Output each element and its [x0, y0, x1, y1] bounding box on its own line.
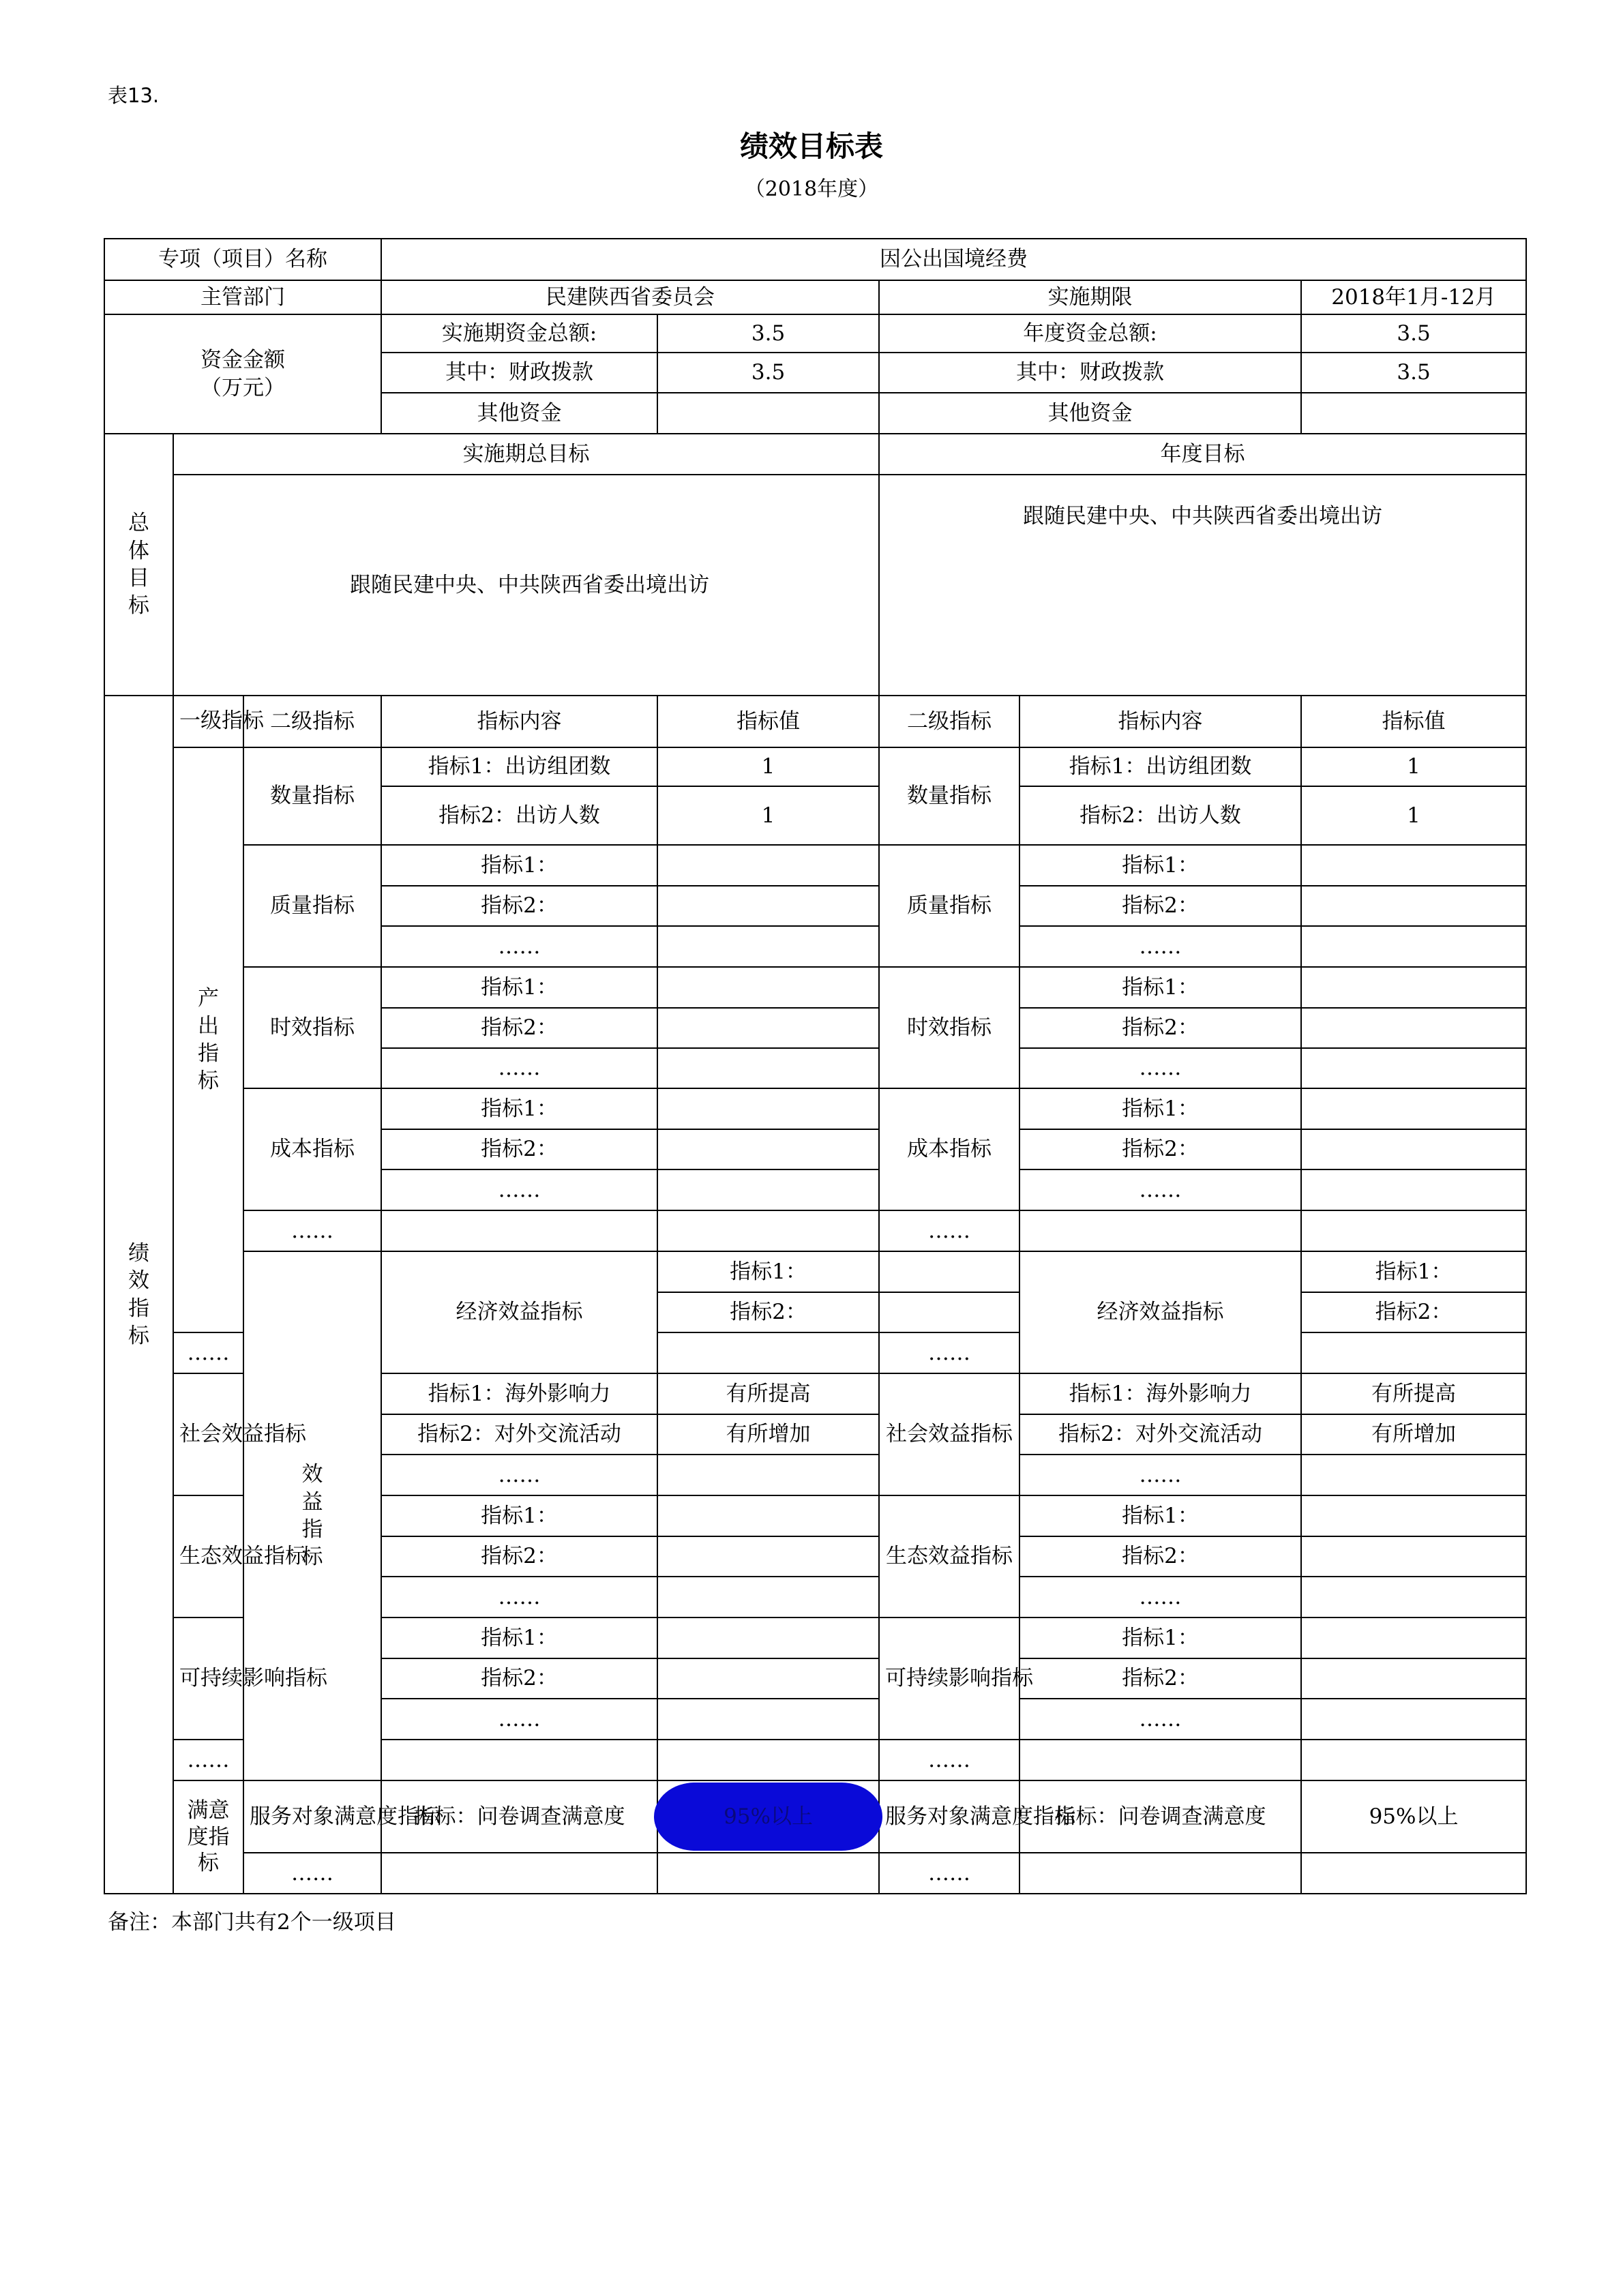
annual-indicator-content — [1019, 1210, 1301, 1251]
annual-indicator-content — [1019, 1740, 1301, 1780]
value-header: 指标值 — [657, 696, 879, 747]
indicator-value — [879, 1292, 1019, 1332]
annual-indicator-value: 95%以上 — [1301, 1780, 1526, 1853]
sustainable-indicator: 可持续影响指标 — [173, 1617, 243, 1740]
indicator-value — [657, 926, 879, 967]
table-number: 表13. — [108, 84, 160, 107]
quality-indicator: 质量指标 — [243, 845, 381, 967]
indicator-value — [657, 1169, 879, 1210]
annual-ecological-indicator: 生态效益指标 — [879, 1495, 1019, 1617]
benefit-other-indicator: …… — [173, 1740, 243, 1780]
project-name-label: 专项（项目）名称 — [104, 239, 381, 280]
annual-indicator-value — [1301, 1495, 1526, 1536]
indicator-content: 指标2：对外交流活动 — [381, 1414, 657, 1455]
indicator-content: …… — [381, 1699, 657, 1740]
annual-indicator-content: 指标2：出访人数 — [1019, 786, 1301, 845]
indicator-value — [657, 1577, 879, 1617]
funds-label: 资金金额 （万元） — [104, 314, 381, 434]
annual-indicator-content: 指标2： — [1019, 1008, 1301, 1048]
annual-indicator-value — [1301, 1048, 1526, 1088]
annual-benefit-other-indicator: …… — [879, 1740, 1019, 1780]
annual-indicator-content: …… — [1019, 1577, 1301, 1617]
indicator-content: …… — [381, 1455, 657, 1495]
annual-indicator-value — [1301, 1577, 1526, 1617]
content-header: 指标内容 — [381, 696, 657, 747]
annual-indicator-value — [1301, 1169, 1526, 1210]
annual-indicator-content: 指标1： — [1019, 1088, 1301, 1129]
annual-indicator-value — [1301, 1536, 1526, 1577]
indicator-value — [657, 1658, 879, 1699]
indicator-content: …… — [381, 1048, 657, 1088]
annual-indicator-content: 指标1： — [1301, 1251, 1526, 1292]
annual-indicator-value: 有所增加 — [1301, 1414, 1526, 1455]
annual-indicator-value — [1301, 1088, 1526, 1129]
annual-indicator-content: 指标2：对外交流活动 — [1019, 1414, 1301, 1455]
annual-indicator-content: 指标1：海外影响力 — [1019, 1373, 1301, 1414]
indicator-content: …… — [173, 1332, 243, 1373]
annual-indicator-value: 1 — [1301, 747, 1526, 786]
fiscal-annual-label: 其中：财政拨款 — [879, 353, 1301, 393]
annual-cost-indicator: 成本指标 — [879, 1088, 1019, 1210]
annual-indicator-content: 指标1： — [1019, 1617, 1301, 1658]
indicator-value — [657, 967, 879, 1008]
performance-indicator-side-label: 绩 效 指 标 — [104, 696, 173, 1894]
annual-indicator-content: 指标2： — [1019, 886, 1301, 926]
annual-indicator-value: 1 — [1301, 786, 1526, 845]
annual-total-label: 年度资金总额: — [879, 314, 1301, 353]
indicator-content — [381, 1853, 657, 1894]
economic-indicator: 经济效益指标 — [381, 1251, 657, 1373]
indicator-content: 指标2： — [657, 1292, 879, 1332]
indicator-value — [657, 886, 879, 926]
fiscal-annual-value: 3.5 — [1301, 353, 1526, 393]
service-satisfaction-indicator: 服务对象满意度指标 — [243, 1780, 381, 1853]
annual-goal-header: 年度目标 — [879, 434, 1526, 475]
annual-indicator-value — [1301, 1455, 1526, 1495]
indicator-content: 指标2： — [381, 1536, 657, 1577]
annual-indicator-value — [1301, 1699, 1526, 1740]
annual-indicator-value — [1301, 1332, 1526, 1373]
page-subtitle: （2018年度） — [744, 177, 879, 201]
period-total-label: 实施期资金总额: — [381, 314, 657, 353]
annual-indicator-content: …… — [879, 1332, 1019, 1373]
annual-indicator-content — [1019, 1853, 1301, 1894]
annual-indicator-value — [1301, 1658, 1526, 1699]
performance-goal-table — [104, 238, 1527, 1894]
output-other-indicator: …… — [243, 1210, 381, 1251]
indicator-value: 有所增加 — [657, 1414, 879, 1455]
annual-indicator-content: 指标2： — [1301, 1292, 1526, 1332]
level2-header: 二级指标 — [243, 696, 381, 747]
annual-indicator-content: 指标1： — [1019, 967, 1301, 1008]
indicator-content: 指标1： — [381, 845, 657, 886]
annual-indicator-value — [1301, 1853, 1526, 1894]
annual-indicator-content: 指标1： — [1019, 1495, 1301, 1536]
indicator-value — [879, 1251, 1019, 1292]
period-value: 2018年1月-12月 — [1301, 280, 1526, 314]
indicator-value — [657, 1048, 879, 1088]
page-title: 绩效目标表 — [739, 130, 883, 163]
indicator-content: 指标1： — [381, 1617, 657, 1658]
annual-economic-indicator: 经济效益指标 — [1019, 1251, 1301, 1373]
annual-timeliness-indicator: 时效指标 — [879, 967, 1019, 1088]
indicator-content: 指标1：出访组团数 — [381, 747, 657, 786]
cost-indicator: 成本指标 — [243, 1088, 381, 1210]
footnote: 备注：本部门共有2个一级项目 — [108, 1910, 396, 1935]
annual-indicator-value — [1301, 845, 1526, 886]
annual-indicator-value — [1301, 1740, 1526, 1780]
indicator-value — [657, 1332, 879, 1373]
indicator-value — [657, 1495, 879, 1536]
annual-quantity-indicator: 数量指标 — [879, 747, 1019, 845]
indicator-content — [381, 1740, 657, 1780]
indicator-value: 1 — [657, 786, 879, 845]
indicator-content: 指标2： — [381, 886, 657, 926]
satisfaction-indicator-label: 满意 度指 标 — [173, 1780, 243, 1894]
annual-value-header: 指标值 — [1301, 696, 1526, 747]
indicator-value — [657, 1455, 879, 1495]
department-label: 主管部门 — [104, 280, 381, 314]
department-value: 民建陕西省委员会 — [381, 280, 879, 314]
annual-indicator-value — [1301, 1210, 1526, 1251]
indicator-content: …… — [381, 926, 657, 967]
indicator-value — [657, 845, 879, 886]
benefit-indicator-label: 效 益 指 标 — [243, 1251, 381, 1780]
indicator-content: 指标1：海外影响力 — [381, 1373, 657, 1414]
annual-indicator-value — [1301, 1008, 1526, 1048]
indicator-value — [657, 1536, 879, 1577]
indicator-value — [657, 1008, 879, 1048]
indicator-content: 指标1： — [381, 967, 657, 1008]
other-funds-annual-label: 其他资金 — [879, 393, 1301, 434]
period-label: 实施期限 — [879, 280, 1301, 314]
other-funds-annual-value — [1301, 393, 1526, 434]
timeliness-indicator: 时效指标 — [243, 967, 381, 1088]
fiscal-label: 其中：财政拨款 — [381, 353, 657, 393]
annual-indicator-value — [1301, 1129, 1526, 1169]
annual-indicator-content: 指标2： — [1019, 1129, 1301, 1169]
fiscal-value: 3.5 — [657, 353, 879, 393]
annual-indicator-content: 指标2： — [1019, 1658, 1301, 1699]
indicator-content: …… — [381, 1169, 657, 1210]
annual-indicator-content: 指标1：出访组团数 — [1019, 747, 1301, 786]
indicator-value — [657, 1853, 879, 1894]
indicator-value-highlighted: 95%以上 — [657, 1780, 879, 1853]
indicator-content: 指标：问卷调查满意度 — [381, 1780, 657, 1853]
indicator-content: 指标2： — [381, 1129, 657, 1169]
indicator-content: 指标2：出访人数 — [381, 786, 657, 845]
indicator-value: 有所提高 — [657, 1373, 879, 1414]
satisfaction-other-indicator: …… — [243, 1853, 381, 1894]
other-funds-value — [657, 393, 879, 434]
annual-satisfaction-other-indicator: …… — [879, 1853, 1019, 1894]
annual-indicator-value — [1301, 886, 1526, 926]
period-goal-text: 跟随民建中央、中共陕西省委出境出访 — [173, 475, 879, 696]
quantity-indicator: 数量指标 — [243, 747, 381, 845]
annual-service-satisfaction-indicator: 服务对象满意度指标 — [879, 1780, 1019, 1853]
annual-indicator-content: …… — [1019, 1169, 1301, 1210]
indicator-value: 1 — [657, 747, 879, 786]
annual-output-other-indicator: …… — [879, 1210, 1019, 1251]
period-total-value: 3.5 — [657, 314, 879, 353]
annual-quality-indicator: 质量指标 — [879, 845, 1019, 967]
annual-indicator-content: 指标1： — [1019, 845, 1301, 886]
indicator-content — [381, 1210, 657, 1251]
other-funds-label: 其他资金 — [381, 393, 657, 434]
annual-level2-header: 二级指标 — [879, 696, 1019, 747]
annual-indicator-value — [1301, 926, 1526, 967]
annual-total-value: 3.5 — [1301, 314, 1526, 353]
annual-indicator-value: 有所提高 — [1301, 1373, 1526, 1414]
project-name-value: 因公出国境经费 — [381, 239, 1526, 280]
annual-indicator-value — [1301, 1617, 1526, 1658]
social-indicator: 社会效益指标 — [173, 1373, 243, 1495]
overall-goal-side-label: 总 体 目 标 — [104, 434, 173, 696]
ecological-indicator: 生态效益指标 — [173, 1495, 243, 1617]
annual-goal-text: 跟随民建中央、中共陕西省委出境出访 — [879, 475, 1526, 696]
indicator-value — [657, 1210, 879, 1251]
annual-content-header: 指标内容 — [1019, 696, 1301, 747]
indicator-content: …… — [381, 1577, 657, 1617]
annual-indicator-value — [1301, 967, 1526, 1008]
annual-sustainable-indicator: 可持续影响指标 — [879, 1617, 1019, 1740]
level1-header: 一级指标 — [173, 696, 243, 747]
indicator-value — [657, 1088, 879, 1129]
annual-indicator-content: 指标2： — [1019, 1536, 1301, 1577]
indicator-content: 指标1： — [381, 1495, 657, 1536]
indicator-content: 指标1： — [381, 1088, 657, 1129]
annual-indicator-content: …… — [1019, 926, 1301, 967]
indicator-value — [657, 1617, 879, 1658]
indicator-content: 指标2： — [381, 1658, 657, 1699]
period-goal-header: 实施期总目标 — [173, 434, 879, 475]
indicator-value — [657, 1129, 879, 1169]
annual-indicator-content: …… — [1019, 1455, 1301, 1495]
annual-social-indicator: 社会效益指标 — [879, 1373, 1019, 1495]
output-indicator-label: 产 出 指 标 — [173, 747, 243, 1332]
indicator-value — [657, 1699, 879, 1740]
indicator-value — [657, 1740, 879, 1780]
indicator-content: 指标1： — [657, 1251, 879, 1292]
indicator-content: 指标2： — [381, 1008, 657, 1048]
annual-indicator-content: …… — [1019, 1699, 1301, 1740]
annual-indicator-content: …… — [1019, 1048, 1301, 1088]
annual-indicator-content: 指标：问卷调查满意度 — [1019, 1780, 1301, 1853]
